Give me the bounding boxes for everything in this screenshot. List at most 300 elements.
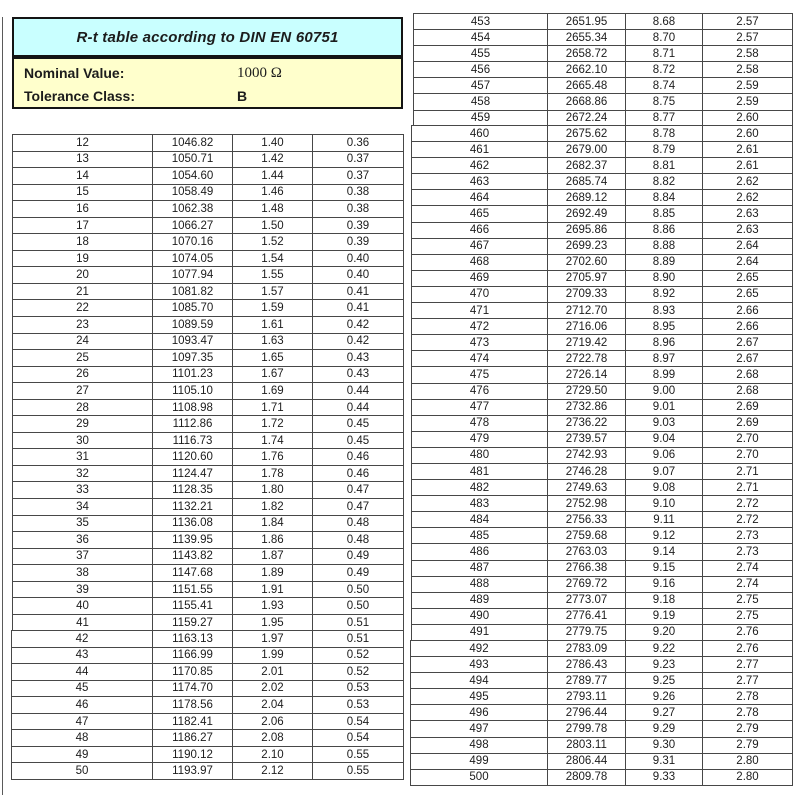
table-cell: 2.58 — [703, 46, 793, 62]
table-cell: 0.39 — [313, 234, 404, 251]
table-row — [412, 592, 793, 608]
table-row — [12, 631, 404, 648]
table-cell: 9.18 — [626, 592, 703, 608]
table-cell: 1062.38 — [153, 201, 233, 218]
table-cell: 0.44 — [313, 399, 404, 416]
table-row — [412, 142, 793, 158]
table-cell: 478 — [412, 415, 548, 431]
table-cell: 1.48 — [233, 201, 313, 218]
table-cell: 2655.34 — [548, 30, 626, 46]
table-cell: 1116.73 — [153, 432, 233, 449]
table-cell: 1.55 — [233, 267, 313, 284]
table-cell: 38 — [13, 565, 153, 582]
table-cell: 455 — [414, 46, 548, 62]
table-cell: 2.79 — [703, 721, 793, 737]
table-cell: 2756.33 — [548, 512, 626, 528]
table-cell: 2722.78 — [548, 351, 626, 367]
table-cell: 1085.70 — [153, 300, 233, 317]
table-cell: 2709.33 — [548, 286, 626, 302]
table-cell: 457 — [414, 78, 548, 94]
table-cell: 1.89 — [233, 565, 313, 582]
table-cell: 16 — [13, 201, 153, 218]
tolerance-class-row — [14, 85, 401, 109]
table-row — [13, 151, 404, 168]
table-cell: 1.78 — [233, 465, 313, 482]
table-cell: 9.31 — [626, 753, 703, 769]
table-cell: 1151.55 — [153, 581, 233, 598]
table-cell: 471 — [412, 303, 548, 319]
table-cell: 9.25 — [626, 673, 703, 689]
table-cell: 0.54 — [313, 713, 404, 730]
table-cell: 2759.68 — [548, 528, 626, 544]
table-row — [12, 763, 404, 780]
table-cell: 1.80 — [233, 482, 313, 499]
table-cell: 497 — [411, 721, 548, 737]
table-row — [13, 333, 404, 350]
table-cell: 8.82 — [626, 174, 703, 190]
table-cell: 2.76 — [703, 624, 793, 640]
table-cell: 470 — [412, 286, 548, 302]
table-cell: 2.12 — [233, 763, 313, 780]
table-cell: 1066.27 — [153, 217, 233, 234]
table-row — [411, 769, 793, 785]
table-cell: 27 — [13, 383, 153, 400]
table-cell: 2.80 — [703, 769, 793, 785]
table-cell: 1120.60 — [153, 449, 233, 466]
table-cell: 2.74 — [703, 560, 793, 576]
table-cell: 1.87 — [233, 548, 313, 565]
table-cell: 494 — [411, 673, 548, 689]
table-cell: 1170.85 — [153, 664, 233, 681]
table-cell: 464 — [412, 190, 548, 206]
table-cell: 0.51 — [313, 631, 404, 648]
table-cell: 23 — [13, 317, 153, 334]
table-cell: 8.72 — [626, 62, 703, 78]
table-cell: 2695.86 — [548, 222, 626, 238]
table-cell: 1.57 — [233, 283, 313, 300]
table-row — [412, 496, 793, 512]
table-cell: 9.27 — [626, 705, 703, 721]
table-cell: 2.66 — [703, 319, 793, 335]
table-cell: 2769.72 — [548, 576, 626, 592]
table-cell: 46 — [12, 697, 153, 714]
table-row — [13, 465, 404, 482]
table-cell: 492 — [411, 641, 548, 657]
table-row — [412, 367, 793, 383]
table-cell: 24 — [13, 333, 153, 350]
table-cell: 0.52 — [313, 664, 404, 681]
table-cell: 477 — [412, 399, 548, 415]
table-row — [414, 30, 793, 46]
table-cell: 8.93 — [626, 303, 703, 319]
table-cell: 0.36 — [313, 135, 404, 152]
table-cell: 0.38 — [313, 201, 404, 218]
table-cell: 15 — [13, 184, 153, 201]
table-row — [412, 206, 793, 222]
table-row — [13, 383, 404, 400]
table-cell: 2.71 — [703, 463, 793, 479]
table-cell: 0.48 — [313, 515, 404, 532]
table-cell: 8.70 — [626, 30, 703, 46]
table-cell: 19 — [13, 250, 153, 267]
table-row — [412, 254, 793, 270]
table-row — [411, 641, 793, 657]
table-cell: 485 — [412, 528, 548, 544]
table-cell: 2726.14 — [548, 367, 626, 383]
table-cell: 2682.37 — [548, 158, 626, 174]
table-row — [13, 581, 404, 598]
table-cell: 22 — [13, 300, 153, 317]
table-cell: 0.43 — [313, 350, 404, 367]
table-cell: 2.72 — [703, 496, 793, 512]
table-row — [412, 270, 793, 286]
table-cell: 1139.95 — [153, 532, 233, 549]
table-cell: 454 — [414, 30, 548, 46]
table-cell: 2665.48 — [548, 78, 626, 94]
table-cell: 483 — [412, 496, 548, 512]
table-cell: 8.88 — [626, 238, 703, 254]
table-cell: 0.48 — [313, 532, 404, 549]
table-row — [13, 201, 404, 218]
table-cell: 2799.78 — [548, 721, 626, 737]
table-cell: 2.66 — [703, 303, 793, 319]
table-cell: 0.49 — [313, 565, 404, 582]
table-cell: 8.99 — [626, 367, 703, 383]
table-cell: 8.97 — [626, 351, 703, 367]
nominal-value: 1000 Ω — [237, 65, 282, 81]
table-cell: 2.80 — [703, 753, 793, 769]
table-cell: 2776.41 — [548, 608, 626, 624]
table-cell: 43 — [12, 647, 153, 664]
table-cell: 2786.43 — [548, 657, 626, 673]
table-cell: 2716.06 — [548, 319, 626, 335]
page-title: R-t table according to DIN EN 60751 — [76, 28, 339, 46]
table-cell: 33 — [13, 482, 153, 499]
table-cell: 487 — [412, 560, 548, 576]
table-cell: 8.90 — [626, 270, 703, 286]
table-cell: 2689.12 — [548, 190, 626, 206]
table-cell: 2.60 — [703, 126, 793, 142]
table-row — [13, 168, 404, 185]
table-cell: 2.75 — [703, 608, 793, 624]
table-cell: 42 — [12, 631, 153, 648]
right-table-section-3 — [410, 640, 793, 786]
table-cell: 490 — [412, 608, 548, 624]
table-cell: 2.67 — [703, 335, 793, 351]
table-cell: 1.59 — [233, 300, 313, 317]
table-row — [414, 110, 793, 126]
table-cell: 459 — [414, 110, 548, 126]
table-cell: 8.86 — [626, 222, 703, 238]
table-cell: 8.71 — [626, 46, 703, 62]
table-cell: 0.37 — [313, 168, 404, 185]
table-row — [412, 286, 793, 302]
table-cell: 2.72 — [703, 512, 793, 528]
table-cell: 2729.50 — [548, 383, 626, 399]
table-cell: 21 — [13, 283, 153, 300]
table-cell: 0.51 — [313, 614, 404, 631]
table-row — [412, 319, 793, 335]
table-cell: 1074.05 — [153, 250, 233, 267]
table-cell: 2.78 — [703, 689, 793, 705]
table-cell: 1.84 — [233, 515, 313, 532]
table-cell: 2.76 — [703, 641, 793, 657]
table-cell: 17 — [13, 217, 153, 234]
table-cell: 9.06 — [626, 447, 703, 463]
table-cell: 9.04 — [626, 431, 703, 447]
table-cell: 2.57 — [703, 30, 793, 46]
table-row — [414, 94, 793, 110]
table-cell: 1108.98 — [153, 399, 233, 416]
page-left-border-line — [2, 17, 3, 795]
table-cell: 2662.10 — [548, 62, 626, 78]
table-cell: 45 — [12, 680, 153, 697]
table-cell: 2675.62 — [548, 126, 626, 142]
table-cell: 0.46 — [313, 465, 404, 482]
table-cell: 2809.78 — [548, 769, 626, 785]
table-row — [412, 624, 793, 640]
table-cell: 0.45 — [313, 432, 404, 449]
table-cell: 2.10 — [233, 746, 313, 763]
table-cell: 1186.27 — [153, 730, 233, 747]
table-cell: 29 — [13, 416, 153, 433]
table-cell: 1089.59 — [153, 317, 233, 334]
table-cell: 32 — [13, 465, 153, 482]
table-cell: 1132.21 — [153, 499, 233, 516]
table-row — [13, 482, 404, 499]
table-cell: 28 — [13, 399, 153, 416]
table-cell: 0.44 — [313, 383, 404, 400]
table-cell: 9.03 — [626, 415, 703, 431]
table-row — [412, 463, 793, 479]
table-cell: 2.59 — [703, 94, 793, 110]
table-row — [412, 238, 793, 254]
table-cell: 486 — [412, 544, 548, 560]
table-row — [411, 673, 793, 689]
table-cell: 1159.27 — [153, 614, 233, 631]
table-cell: 2.71 — [703, 480, 793, 496]
table-cell: 2793.11 — [548, 689, 626, 705]
table-cell: 2.01 — [233, 664, 313, 681]
tolerance-class-label: Tolerance Class: — [24, 88, 136, 104]
table-cell: 1.50 — [233, 217, 313, 234]
table-row — [412, 512, 793, 528]
table-cell: 1124.47 — [153, 465, 233, 482]
table-cell: 1.67 — [233, 366, 313, 383]
table-cell: 9.30 — [626, 737, 703, 753]
table-cell: 2651.95 — [548, 14, 626, 30]
table-cell: 2779.75 — [548, 624, 626, 640]
table-row — [414, 78, 793, 94]
table-cell: 9.26 — [626, 689, 703, 705]
table-row — [13, 350, 404, 367]
table-cell: 2.77 — [703, 673, 793, 689]
table-row — [412, 528, 793, 544]
table-cell: 2.77 — [703, 657, 793, 673]
table-cell: 1.54 — [233, 250, 313, 267]
table-row — [13, 449, 404, 466]
table-cell: 468 — [412, 254, 548, 270]
table-row — [13, 432, 404, 449]
table-row — [412, 126, 793, 142]
table-cell: 498 — [411, 737, 548, 753]
table-cell: 2.63 — [703, 222, 793, 238]
table-row — [412, 174, 793, 190]
table-cell: 1163.13 — [153, 631, 233, 648]
table-cell: 0.55 — [313, 746, 404, 763]
table-cell: 1112.86 — [153, 416, 233, 433]
table-cell: 0.47 — [313, 482, 404, 499]
table-cell: 2.04 — [233, 697, 313, 714]
table-row — [414, 14, 793, 30]
table-row — [412, 415, 793, 431]
table-cell: 463 — [412, 174, 548, 190]
table-cell: 472 — [412, 319, 548, 335]
table-cell: 0.39 — [313, 217, 404, 234]
table-cell: 25 — [13, 350, 153, 367]
table-cell: 1.40 — [233, 135, 313, 152]
table-cell: 8.75 — [626, 94, 703, 110]
table-cell: 2719.42 — [548, 335, 626, 351]
table-row — [412, 608, 793, 624]
table-cell: 2.73 — [703, 528, 793, 544]
table-cell: 1178.56 — [153, 697, 233, 714]
table-cell: 2.64 — [703, 238, 793, 254]
table-row — [412, 222, 793, 238]
table-row — [13, 399, 404, 416]
table-cell: 9.00 — [626, 383, 703, 399]
table-cell: 31 — [13, 449, 153, 466]
table-cell: 2.62 — [703, 190, 793, 206]
table-cell: 9.14 — [626, 544, 703, 560]
table-cell: 8.92 — [626, 286, 703, 302]
table-cell: 2.62 — [703, 174, 793, 190]
table-row — [13, 565, 404, 582]
table-row — [13, 234, 404, 251]
table-cell: 8.77 — [626, 110, 703, 126]
table-cell: 499 — [411, 753, 548, 769]
table-cell: 2692.49 — [548, 206, 626, 222]
table-cell: 8.95 — [626, 319, 703, 335]
table-cell: 1.46 — [233, 184, 313, 201]
table-cell: 474 — [412, 351, 548, 367]
table-row — [411, 705, 793, 721]
table-cell: 35 — [13, 515, 153, 532]
table-row — [12, 713, 404, 730]
table-cell: 9.12 — [626, 528, 703, 544]
table-cell: 2766.38 — [548, 560, 626, 576]
table-cell: 9.15 — [626, 560, 703, 576]
table-cell: 9.11 — [626, 512, 703, 528]
table-cell: 0.40 — [313, 267, 404, 284]
table-cell: 2.61 — [703, 142, 793, 158]
nominal-value-label: Nominal Value: — [24, 65, 125, 81]
table-cell: 2712.70 — [548, 303, 626, 319]
table-row — [412, 190, 793, 206]
table-cell: 493 — [411, 657, 548, 673]
table-cell: 9.23 — [626, 657, 703, 673]
table-cell: 2.58 — [703, 62, 793, 78]
table-row — [412, 576, 793, 592]
table-cell: 0.42 — [313, 333, 404, 350]
table-row — [412, 335, 793, 351]
table-cell: 1190.12 — [153, 746, 233, 763]
table-cell: 2.68 — [703, 383, 793, 399]
table-row — [414, 62, 793, 78]
table-cell: 8.96 — [626, 335, 703, 351]
table-row — [13, 317, 404, 334]
table-row — [13, 366, 404, 383]
table-cell: 14 — [13, 168, 153, 185]
table-cell: 1174.70 — [153, 680, 233, 697]
table-cell: 1.63 — [233, 333, 313, 350]
table-cell: 1058.49 — [153, 184, 233, 201]
table-cell: 1136.08 — [153, 515, 233, 532]
table-cell: 8.68 — [626, 14, 703, 30]
table-cell: 2736.22 — [548, 415, 626, 431]
table-cell: 13 — [13, 151, 153, 168]
table-cell: 2.68 — [703, 367, 793, 383]
left-table-section-1 — [12, 134, 404, 631]
table-cell: 1.69 — [233, 383, 313, 400]
table-row — [13, 515, 404, 532]
table-cell: 1093.47 — [153, 333, 233, 350]
table-cell: 9.29 — [626, 721, 703, 737]
table-cell: 1046.82 — [153, 135, 233, 152]
table-cell: 1.42 — [233, 151, 313, 168]
table-cell: 12 — [13, 135, 153, 152]
table-cell: 2.65 — [703, 270, 793, 286]
table-row — [13, 267, 404, 284]
table-cell: 41 — [13, 614, 153, 631]
table-cell: 0.55 — [313, 763, 404, 780]
table-cell: 36 — [13, 532, 153, 549]
table-row — [412, 480, 793, 496]
table-row — [412, 447, 793, 463]
table-row — [13, 300, 404, 317]
table-cell: 479 — [412, 431, 548, 447]
table-cell: 2752.98 — [548, 496, 626, 512]
table-row — [13, 614, 404, 631]
table-cell: 489 — [412, 592, 548, 608]
table-cell: 2.73 — [703, 544, 793, 560]
right-table-section-2 — [411, 125, 793, 641]
table-cell: 2773.07 — [548, 592, 626, 608]
table-cell: 453 — [414, 14, 548, 30]
table-cell: 482 — [412, 480, 548, 496]
table-cell: 0.41 — [313, 283, 404, 300]
table-row — [13, 532, 404, 549]
table-cell: 1050.71 — [153, 151, 233, 168]
table-cell: 49 — [12, 746, 153, 763]
table-cell: 9.16 — [626, 576, 703, 592]
table-cell: 469 — [412, 270, 548, 286]
info-box — [12, 57, 403, 109]
table-cell: 1.86 — [233, 532, 313, 549]
table-cell: 1081.82 — [153, 283, 233, 300]
table-row — [412, 560, 793, 576]
table-cell: 2.70 — [703, 447, 793, 463]
table-cell: 2.02 — [233, 680, 313, 697]
table-cell: 50 — [12, 763, 153, 780]
table-cell: 456 — [414, 62, 548, 78]
table-cell: 0.49 — [313, 548, 404, 565]
table-cell: 1.95 — [233, 614, 313, 631]
table-cell: 1.91 — [233, 581, 313, 598]
table-cell: 1.97 — [233, 631, 313, 648]
table-cell: 0.41 — [313, 300, 404, 317]
table-cell: 1147.68 — [153, 565, 233, 582]
